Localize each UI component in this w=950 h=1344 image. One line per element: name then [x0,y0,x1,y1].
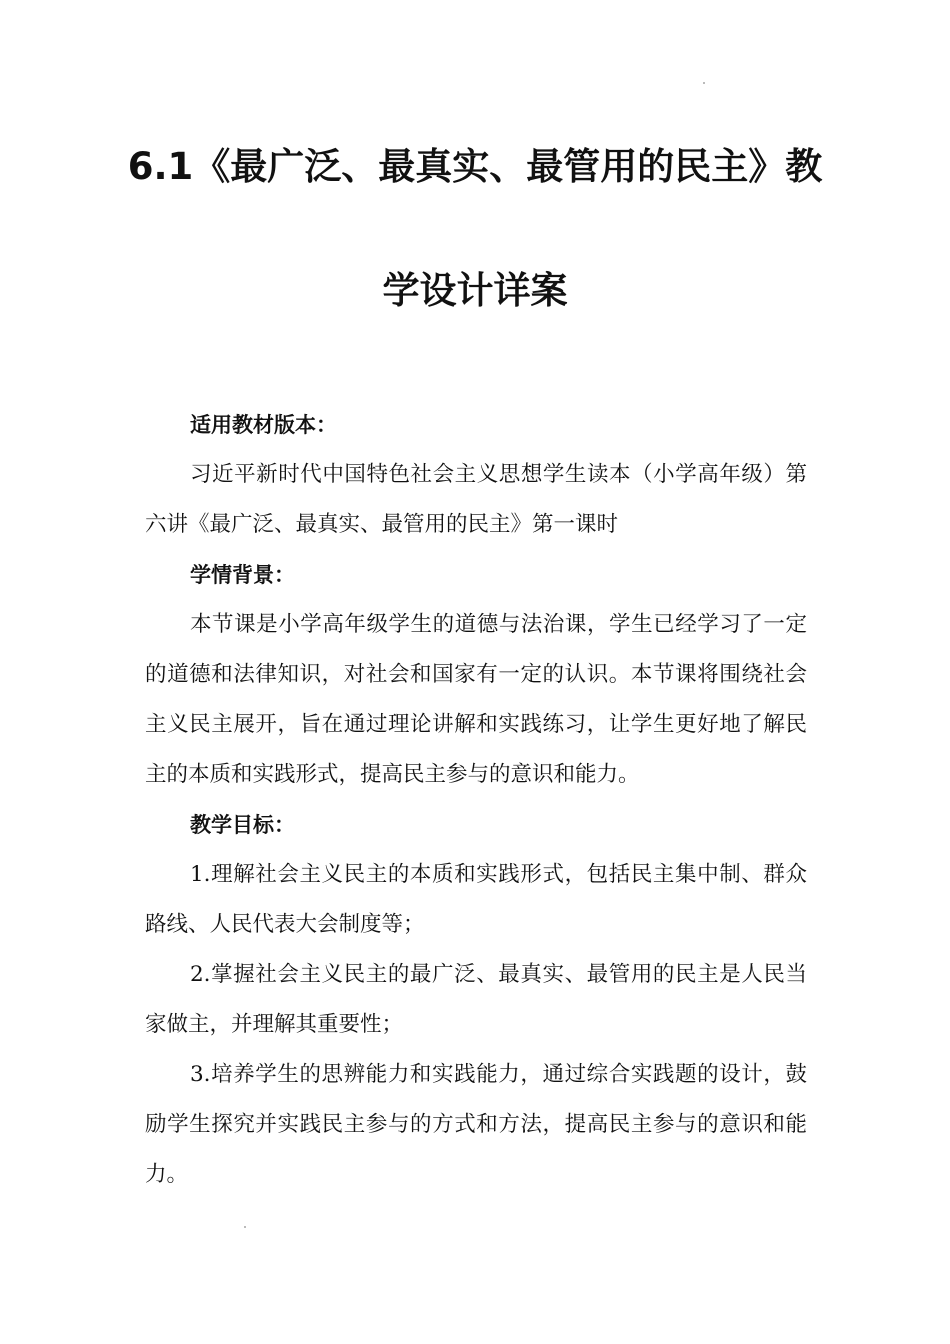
section-heading-teaching-goals: 教学目标： [190,813,295,837]
paragraph-textbook-version: 习近平新时代中国特色社会主义思想学生读本（小学高年级）第六讲《最广泛、最真实、最管用的民主》第一课时 [145,462,807,537]
teaching-goal-item-2: 2.掌握社会主义民主的最广泛、最真实、最管用的民主是人民当家做主，并理解其重要性； [145,962,807,1037]
teaching-goal-item-1: 1.理解社会主义民主的本质和实践形式，包括民主集中制、群众路线、人民代表大会制度等； [145,862,807,937]
document-body [145,400,807,1200]
document-title-line-1: 6.1《最广泛、最真实、最管用的民主》教 [127,145,823,188]
teaching-goal-item-3: 3.培养学生的思辨能力和实践能力，通过综合实践题的设计，鼓励学生探究并实践民主参与的方式和方法，提高民主参与的意识和能力。 [145,1062,807,1187]
page-marker-dot [703,82,705,84]
paragraph-student-background: 本节课是小学高年级学生的道德与法治课，学生已经学习了一定的道德和法律知识，对社会和国家有一定的认识。本节课将围绕社会主义民主展开，旨在通过理论讲解和实践练习，让学生更好地了解民主的本质和实践形式，提高民主参与的意识和能力。 [145,612,807,787]
document-title-line-2: 学设计详案 [382,269,568,312]
section-heading-textbook-version: 适用教材版本： [190,413,337,437]
page-marker-dot [244,1226,246,1228]
section-heading-student-background: 学情背景： [190,563,295,587]
